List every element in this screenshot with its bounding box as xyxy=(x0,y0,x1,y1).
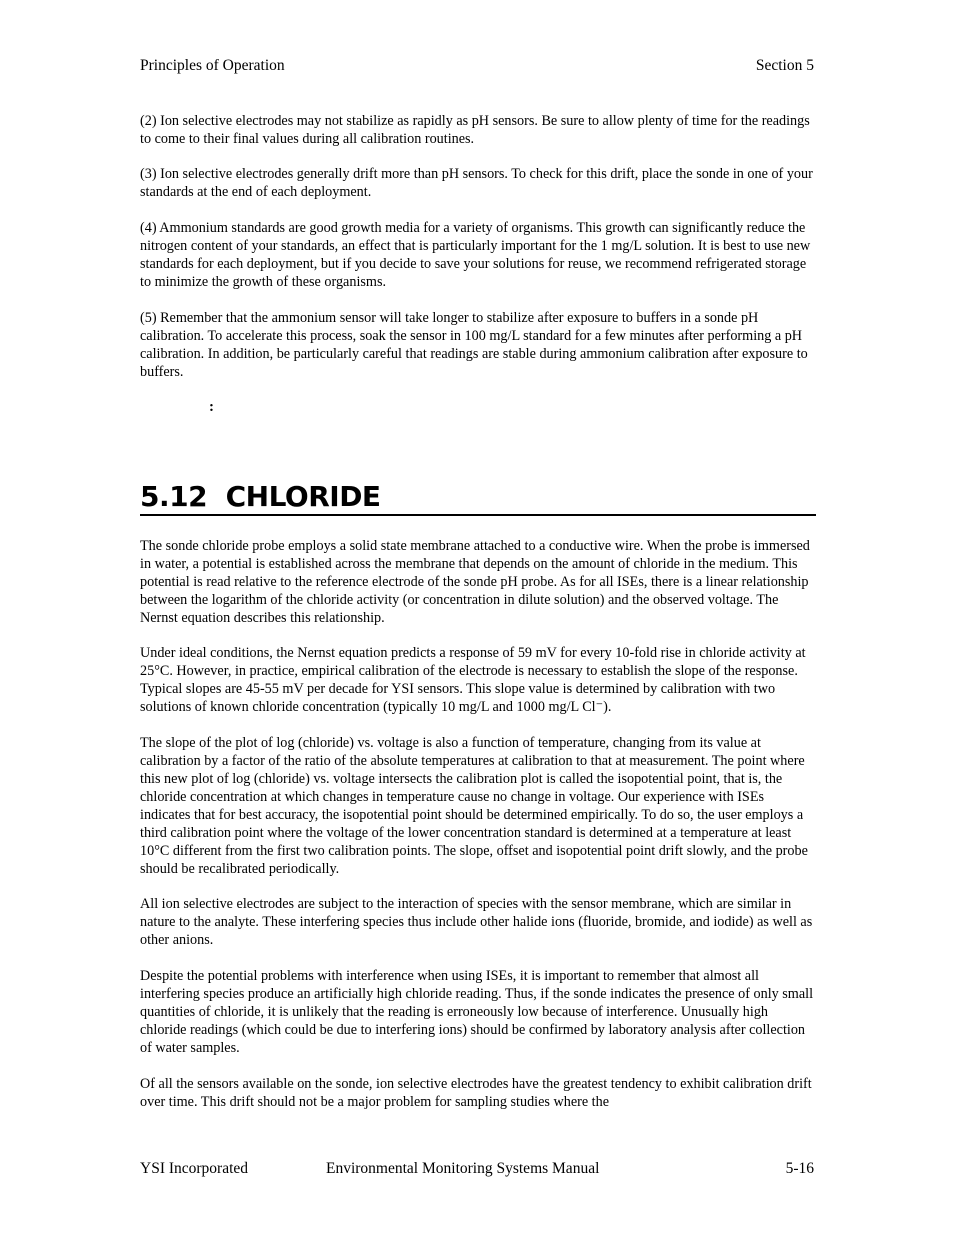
page-header xyxy=(140,56,814,78)
footer-manual-title: Environmental Monitoring Systems Manual xyxy=(326,1160,600,1177)
header-chapter-title: Principles of Operation xyxy=(140,57,285,74)
footer-company: YSI Incorporated xyxy=(140,1160,249,1177)
body-paragraph-nernst: Under ideal conditions, the Nernst equation predicts a response of 59 mV for every 10-fold rise in chloride activity at 25°C. However, in practice, empirical calibration of the electrode is necessary to establish the slope of the response. Typical slopes are 45-55 mV per decade for YSI sensors. This slope value is determined by calibration with two solutions of known chloride concentration (typically 10 mg/L and 1000 mg/L Cl⁻). xyxy=(140,645,806,715)
intro-paragraph-5: (5) Remember that the ammonium sensor will take longer to stabilize after exposure to buffers in a sonde pH calibration. To accelerate this process, soak the sensor in 100 mg/L standard for a few minutes after performing a pH calibration. In addition, be particularly careful that readings are stable during ammonium calibration after exposure to buffers. xyxy=(140,310,808,380)
page-footer xyxy=(140,1159,814,1181)
section-title: 5.12 CHLORIDE xyxy=(140,480,381,513)
section-heading xyxy=(140,478,816,516)
footer-page-number: 5-16 xyxy=(785,1160,814,1177)
intro-paragraph-4: (4) Ammonium standards are good growth media for a variety of organisms. This growth can significantly reduce the nitrogen content of your standards, an effect that is particularly important for the 1 mg/L solution. It is best to use new standards for each deployment, but if you decide to save your solutions for reuse, we recommend refrigerated storage to minimize the growth of these organisms. xyxy=(140,220,811,290)
body-paragraph-high-readings: Despite the potential problems with interference when using ISEs, it is important to remember that almost all interfering species produce an artificially high chloride reading. Thus, if the sonde indicates the presence of only small quantities of chloride, it is unlikely that the reading is erroneously low because of interference. Unusually high chloride readings (which could be due to interfering ions) should be confirmed by laboratory analysis after collection of water samples. xyxy=(140,968,814,1056)
body-paragraph-interference: All ion selective electrodes are subject to the interaction of species with the sensor membrane, which are similar in nature to the analyte. These interfering species thus include other halide ions (fluoride, bromide, and iodide) as well as other anions. xyxy=(140,896,813,948)
header-section-label: Section 5 xyxy=(755,57,814,74)
intro-paragraph-3: (3) Ion selective electrodes generally drift more than pH sensors. To check for this drift, place the sonde in one of your standards at the end of each deployment. xyxy=(140,166,813,200)
stray-colon: : xyxy=(209,399,214,415)
intro-paragraph-2: (2) Ion selective electrodes may not stabilize as rapidly as pH sensors. Be sure to allow plenty of time for the readings to come to their final values during all calibration routines. xyxy=(140,113,810,147)
body-paragraph-drift: Of all the sensors available on the sonde, ion selective electrodes have the greatest tendency to exhibit calibration drift over time. This drift should not be a major problem for sampling studies where the xyxy=(140,1076,812,1110)
body-paragraph-temperature: The slope of the plot of log (chloride) vs. voltage is also a function of temperature, changing from its value at calibration by a factor of the ratio of the absolute temperatures at calibration to that at measurement. The point where this new plot of log (chloride) vs. voltage intersects the calibration plot is called the isopotential point, that is, the chloride concentration at which changes in temperature cause no change in voltage. Our experience with ISEs indicates that for best accuracy, the isopotential point should be determined empirically. To do so, the user employs a third calibration point where the voltage of the lower concentration standard is determined at a temperature at least 10°C different from the first two calibration points. The slope, offset and isopotential point drift slowly, and the probe should be recalibrated periodically. xyxy=(140,735,808,877)
body-paragraph-probe-description: The sonde chloride probe employs a solid state membrane attached to a conductive wire. When the probe is immersed in water, a potential is established across the membrane that depends on the amount of chloride in the medium. This potential is read relative to the reference electrode of the sonde pH probe. As for all ISEs, there is a linear relationship between the logarithm of the chloride activity (or concentration in dilute solution) and the observed voltage. The Nernst equation describes this relationship. xyxy=(140,538,810,626)
